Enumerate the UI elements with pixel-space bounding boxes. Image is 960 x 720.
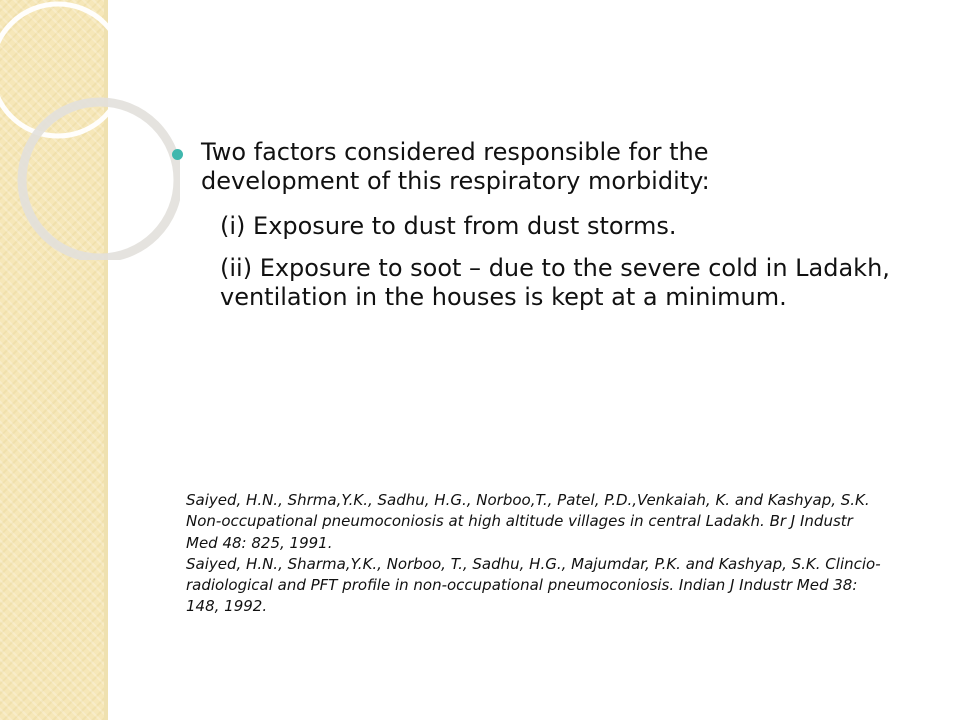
bullet-point [172, 138, 942, 312]
reference-line: Saiyed, H.N., Shrma,Y.K., Sadhu, H.G., Norboo,T., Patel, P.D.,Venkaiah, K. and Kashyap, S.K. [186, 491, 870, 509]
sub-point-soot [220, 254, 942, 312]
bullet-dot-icon [172, 149, 183, 160]
sub-point-text: (ii) Exposure to soot – due to the severe cold in Ladakh, [220, 254, 890, 283]
sub-point-text: ventilation in the houses is kept at a minimum. [220, 283, 787, 312]
reference-line: Saiyed, H.N., Sharma,Y.K., Norboo, T., Sadhu, H.G., Majumdar, P.K. and Kashyap, S.K. Clincio- [186, 554, 881, 573]
reference-line: Med 48: 825, 1991. [186, 533, 333, 552]
reference-line: 148, 1992. [186, 597, 268, 616]
reference-line: Non-occupational pneumoconiosis at high altitude villages in central Ladakh. Br J Industr [186, 512, 853, 531]
references [186, 490, 926, 618]
sub-point-text: (i) Exposure to dust from dust storms. [220, 211, 677, 240]
reference-line: radiological and PFT profile in non-occupational pneumoconiosis. Indian J Industr Med 38: [186, 576, 858, 595]
inner-ring [22, 102, 178, 258]
bullet-main-line: Two factors considered responsible for the [201, 138, 709, 166]
bullet-main-line: development of this respiratory morbidity: [201, 166, 710, 195]
bullet-main-text [201, 138, 942, 312]
decorative-rings-icon [0, 0, 180, 260]
sub-point-dust [220, 212, 942, 241]
